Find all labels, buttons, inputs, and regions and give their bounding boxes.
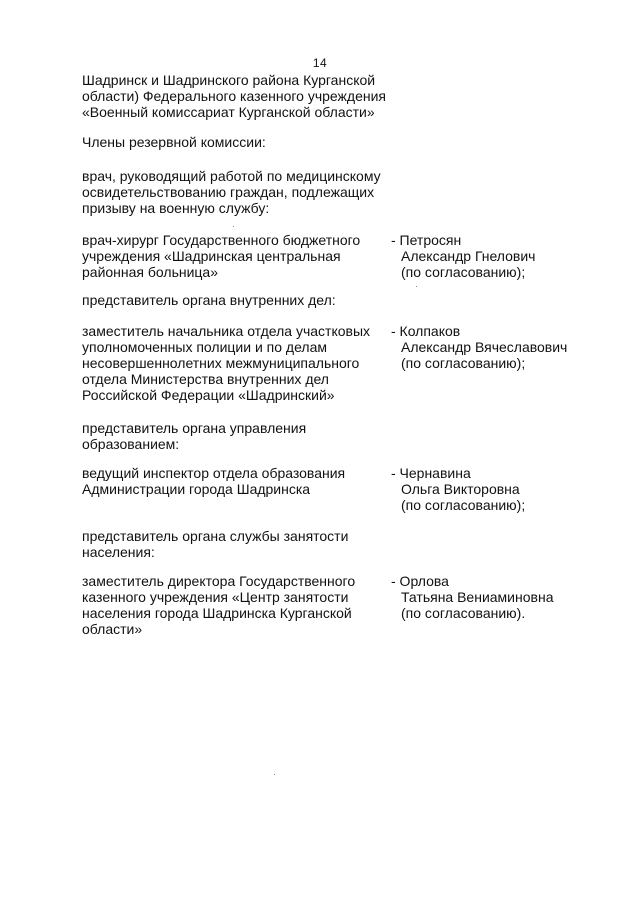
person-note: (по согласованию); xyxy=(401,264,526,280)
entry-position xyxy=(82,232,360,280)
entry-position xyxy=(82,573,355,637)
person-name: Александр Вячеславович xyxy=(401,339,568,355)
intro-line: Шадринск и Шадринского района Курганской xyxy=(82,72,376,88)
person-surname: - Чернавина xyxy=(391,465,471,481)
position-line: области» xyxy=(82,621,143,637)
entry-person xyxy=(391,323,567,371)
page-number: 14 xyxy=(312,56,328,70)
entry-position xyxy=(82,465,345,497)
doctor-role-line: врач, руководящий работой по медицинскому xyxy=(82,168,381,184)
person-surname: - Орлова xyxy=(391,573,449,589)
position-line: Российской Федерации «Шадринский» xyxy=(82,387,335,403)
members-heading xyxy=(82,134,266,150)
person-note: (по согласованию); xyxy=(401,497,526,513)
doctor-role-line: призыву на военную службу: xyxy=(82,200,270,216)
position-line: ведущий инспектор отдела образования xyxy=(82,465,346,481)
intro-line: области) Федерального казенного учреждения xyxy=(82,88,387,104)
person-surname: - Петросян xyxy=(391,232,462,248)
position-line: казенного учреждения «Центр занятости xyxy=(82,589,349,605)
doctor-role-paragraph xyxy=(82,168,381,216)
position-line: населения города Шадринска Курганской xyxy=(82,605,352,621)
intro-paragraph xyxy=(82,72,386,120)
position-line: заместитель директора Государственного xyxy=(82,573,356,589)
intro-line: «Военный комиссариат Курганской области» xyxy=(82,104,375,120)
section-heading-employment xyxy=(82,528,348,560)
section-heading-line: населения: xyxy=(82,544,155,560)
doctor-role-line: освидетельствованию граждан, подлежащих xyxy=(82,184,375,200)
person-name: Александр Гнелович xyxy=(401,248,536,264)
entry-position xyxy=(82,323,370,403)
section-heading-line: представитель органа внутренних дел: xyxy=(82,292,336,308)
scan-speck xyxy=(233,226,234,227)
position-line: уполномоченных полиции и по делам xyxy=(82,339,327,355)
position-line: врач-хирург Государственного бюджетного xyxy=(82,232,361,248)
person-name: Ольга Викторовна xyxy=(401,481,520,497)
position-line: учреждения «Шадринская центральная xyxy=(82,248,341,264)
section-heading-internal-affairs xyxy=(82,292,336,308)
entry-person xyxy=(391,573,553,621)
position-line: заместитель начальника отдела участковых xyxy=(82,323,371,339)
position-line: районная больница» xyxy=(82,264,219,280)
entry-person xyxy=(391,232,535,280)
person-surname: - Колпаков xyxy=(391,323,461,339)
section-heading-line: представитель органа службы занятости xyxy=(82,528,349,544)
position-line: Администрации города Шадринска xyxy=(82,481,311,497)
person-name: Татьяна Вениаминовна xyxy=(401,589,554,605)
section-heading-education xyxy=(82,420,306,452)
section-heading-line: представитель органа управления xyxy=(82,420,307,436)
position-line: несовершеннолетних межмуниципального xyxy=(82,355,360,371)
entry-person xyxy=(391,465,525,513)
scan-speck xyxy=(416,286,417,287)
person-note: (по согласованию); xyxy=(401,355,526,371)
scan-speck xyxy=(274,774,275,775)
members-heading-text: Члены резервной комиссии: xyxy=(82,134,266,150)
section-heading-line: образованием: xyxy=(82,436,180,452)
position-line: отдела Министерства внутренних дел xyxy=(82,371,329,387)
person-note: (по согласованию). xyxy=(401,605,526,621)
